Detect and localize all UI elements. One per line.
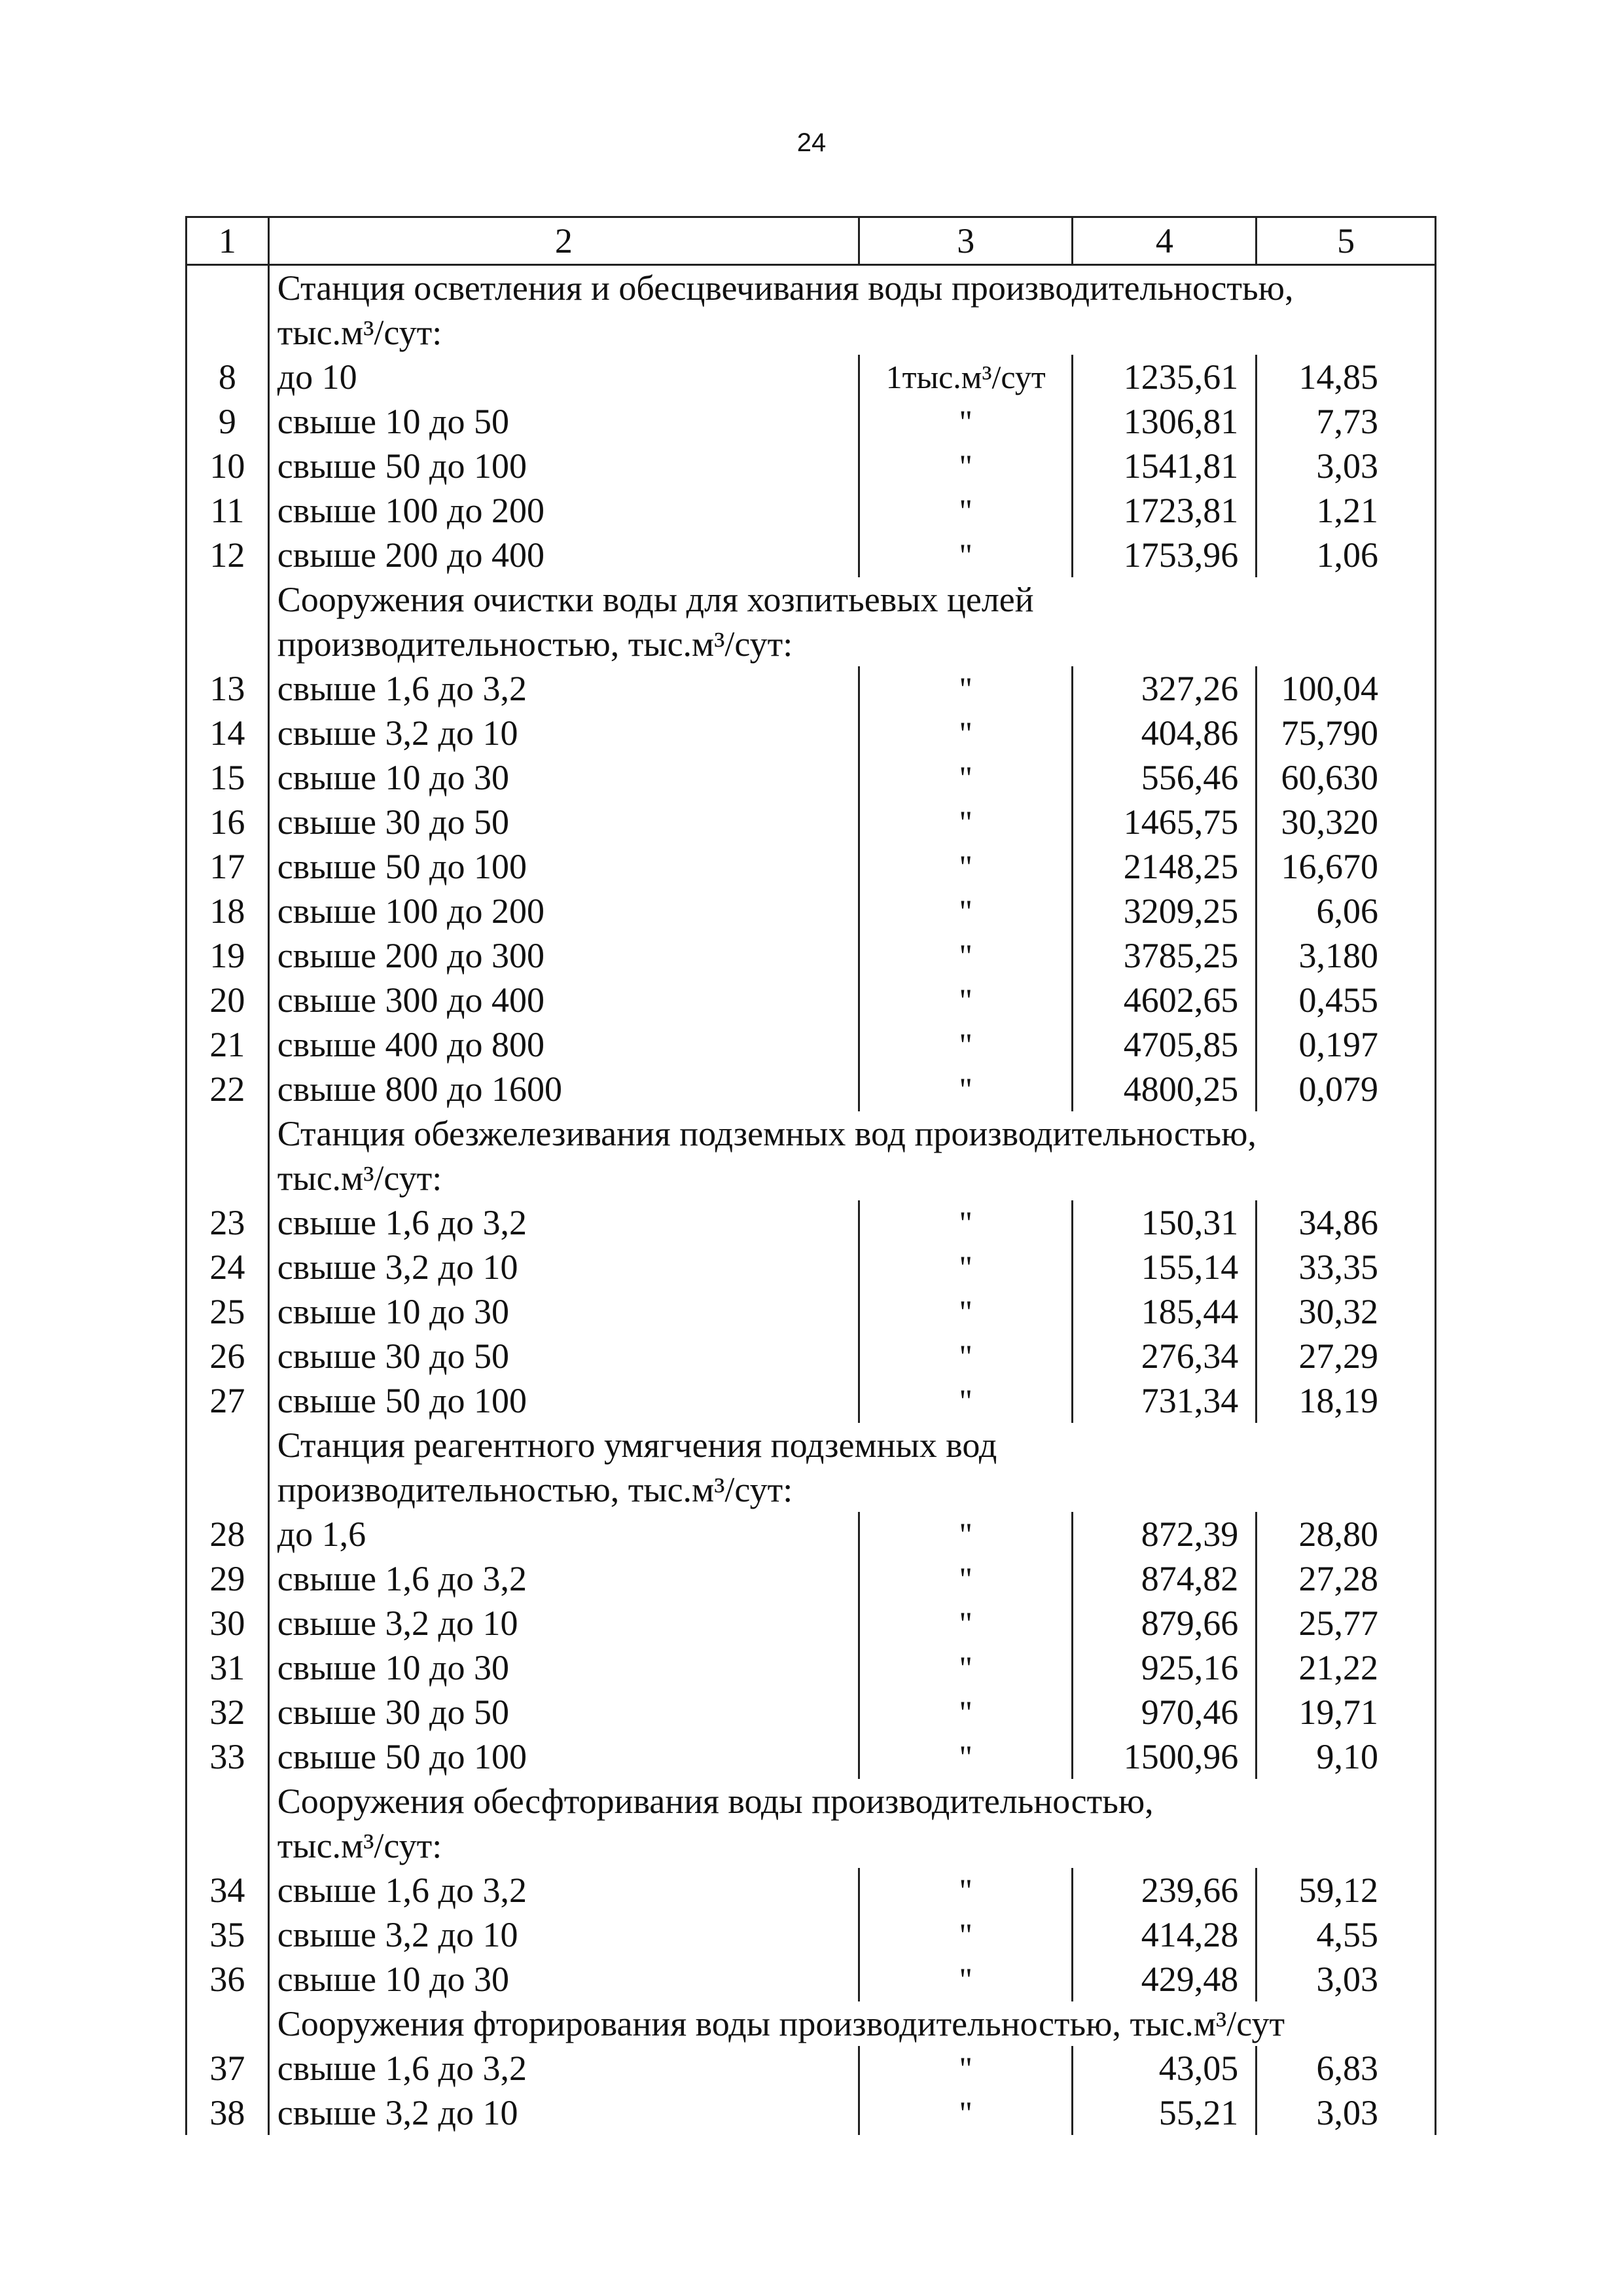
row-value-4: 43,05 xyxy=(1073,2046,1257,2090)
row-number: 19 xyxy=(187,933,269,978)
table-row xyxy=(187,2090,1436,2135)
row-name: свыше 30 до 50 xyxy=(268,1334,859,1378)
row-number: 12 xyxy=(187,533,269,577)
table-row xyxy=(187,1645,1436,1690)
row-unit: " xyxy=(859,533,1072,577)
row-number: 22 xyxy=(187,1067,269,1111)
row-value-5: 9,10 xyxy=(1257,1734,1436,1779)
row-number: 38 xyxy=(187,2090,269,2135)
row-value-4: 404,86 xyxy=(1073,711,1257,755)
row-value-5: 34,86 xyxy=(1257,1200,1436,1245)
row-number: 10 xyxy=(187,444,269,488)
row-number: 32 xyxy=(187,1690,269,1734)
header-col-4: 4 xyxy=(1073,217,1257,265)
row-value-5: 16,670 xyxy=(1257,844,1436,889)
table-row xyxy=(187,1912,1436,1957)
table-row xyxy=(187,1289,1436,1334)
row-value-4: 4602,65 xyxy=(1073,978,1257,1022)
section-empty-cell xyxy=(187,1111,269,1200)
row-value-5: 7,73 xyxy=(1257,399,1436,444)
row-name: свыше 50 до 100 xyxy=(268,1378,859,1423)
row-value-5: 33,35 xyxy=(1257,1245,1436,1289)
rates-table xyxy=(185,216,1436,2135)
row-value-5: 4,55 xyxy=(1257,1912,1436,1957)
row-value-4: 3209,25 xyxy=(1073,889,1257,933)
table-row xyxy=(187,355,1436,399)
row-number: 23 xyxy=(187,1200,269,1245)
row-unit: " xyxy=(859,2046,1072,2090)
row-unit: " xyxy=(859,978,1072,1022)
section-title xyxy=(268,1779,1435,1868)
row-value-4: 1723,81 xyxy=(1073,488,1257,533)
row-number: 27 xyxy=(187,1378,269,1423)
row-name: свыше 3,2 до 10 xyxy=(268,2090,859,2135)
row-name: свыше 50 до 100 xyxy=(268,444,859,488)
row-number: 16 xyxy=(187,800,269,844)
row-name: свыше 30 до 50 xyxy=(268,800,859,844)
row-unit: " xyxy=(859,1556,1072,1601)
row-unit: " xyxy=(859,1334,1072,1378)
row-unit: " xyxy=(859,889,1072,933)
section-title-line: тыс.м³/сут: xyxy=(277,313,442,352)
row-name: до 1,6 xyxy=(268,1512,859,1556)
row-value-5: 3,180 xyxy=(1257,933,1436,978)
header-col-2: 2 xyxy=(268,217,859,265)
table-row xyxy=(187,1378,1436,1423)
row-number: 37 xyxy=(187,2046,269,2090)
header-col-3: 3 xyxy=(859,217,1072,265)
table-row xyxy=(187,1200,1436,1245)
row-unit: " xyxy=(859,488,1072,533)
row-name: свыше 1,6 до 3,2 xyxy=(268,666,859,711)
table-row xyxy=(187,1868,1436,1912)
row-number: 30 xyxy=(187,1601,269,1645)
row-value-5: 27,28 xyxy=(1257,1556,1436,1601)
row-value-4: 1753,96 xyxy=(1073,533,1257,577)
row-number: 8 xyxy=(187,355,269,399)
row-number: 25 xyxy=(187,1289,269,1334)
row-value-5: 14,85 xyxy=(1257,355,1436,399)
row-unit: " xyxy=(859,1690,1072,1734)
row-value-4: 4705,85 xyxy=(1073,1022,1257,1067)
section-header-row xyxy=(187,2001,1436,2046)
section-title xyxy=(268,577,1435,666)
section-title-line: Сооружения очистки воды для хозпитьевых целей xyxy=(277,580,1034,619)
row-value-5: 60,630 xyxy=(1257,755,1436,800)
row-value-4: 925,16 xyxy=(1073,1645,1257,1690)
row-unit: " xyxy=(859,2090,1072,2135)
row-number: 20 xyxy=(187,978,269,1022)
row-number: 29 xyxy=(187,1556,269,1601)
row-value-4: 2148,25 xyxy=(1073,844,1257,889)
row-name: свыше 50 до 100 xyxy=(268,844,859,889)
row-unit: " xyxy=(859,1200,1072,1245)
row-name: свыше 800 до 1600 xyxy=(268,1067,859,1111)
row-unit: " xyxy=(859,444,1072,488)
row-value-5: 6,06 xyxy=(1257,889,1436,933)
section-header-row xyxy=(187,1423,1436,1512)
row-number: 26 xyxy=(187,1334,269,1378)
row-value-5: 6,83 xyxy=(1257,2046,1436,2090)
table-row xyxy=(187,2046,1436,2090)
table-row xyxy=(187,1556,1436,1601)
row-name: свыше 10 до 30 xyxy=(268,1957,859,2001)
row-unit: " xyxy=(859,666,1072,711)
row-value-4: 1306,81 xyxy=(1073,399,1257,444)
row-unit: 1тыс.м³/сут xyxy=(859,355,1072,399)
row-name: свыше 200 до 300 xyxy=(268,933,859,978)
section-empty-cell xyxy=(187,1779,269,1868)
section-title xyxy=(268,1423,1435,1512)
table-row xyxy=(187,444,1436,488)
row-unit: " xyxy=(859,1022,1072,1067)
row-value-4: 276,34 xyxy=(1073,1334,1257,1378)
row-unit: " xyxy=(859,1645,1072,1690)
row-value-4: 327,26 xyxy=(1073,666,1257,711)
row-unit: " xyxy=(859,1868,1072,1912)
section-title xyxy=(268,1111,1435,1200)
row-name: свыше 10 до 50 xyxy=(268,399,859,444)
row-name: до 10 xyxy=(268,355,859,399)
row-value-4: 872,39 xyxy=(1073,1512,1257,1556)
row-value-5: 19,71 xyxy=(1257,1690,1436,1734)
table-row xyxy=(187,978,1436,1022)
row-unit: " xyxy=(859,1912,1072,1957)
row-unit: " xyxy=(859,399,1072,444)
row-name: свыше 10 до 30 xyxy=(268,755,859,800)
row-value-5: 25,77 xyxy=(1257,1601,1436,1645)
table-row xyxy=(187,1067,1436,1111)
row-name: свыше 200 до 400 xyxy=(268,533,859,577)
row-name: свыше 3,2 до 10 xyxy=(268,1601,859,1645)
row-name: свыше 50 до 100 xyxy=(268,1734,859,1779)
row-name: свыше 3,2 до 10 xyxy=(268,1912,859,1957)
row-unit: " xyxy=(859,1957,1072,2001)
section-empty-cell xyxy=(187,577,269,666)
row-value-5: 1,21 xyxy=(1257,488,1436,533)
section-title-line: Станция обезжелезивания подземных вод производительностью, xyxy=(277,1114,1257,1153)
row-value-4: 874,82 xyxy=(1073,1556,1257,1601)
section-title-line: производительностью, тыс.м³/сут: xyxy=(277,1470,793,1509)
row-value-4: 556,46 xyxy=(1073,755,1257,800)
row-unit: " xyxy=(859,755,1072,800)
row-value-4: 150,31 xyxy=(1073,1200,1257,1245)
row-value-5: 0,455 xyxy=(1257,978,1436,1022)
row-number: 18 xyxy=(187,889,269,933)
table-row xyxy=(187,933,1436,978)
section-title-line: Станция осветления и обесцвечивания воды производительностью, xyxy=(277,268,1294,308)
table-row xyxy=(187,399,1436,444)
row-value-4: 879,66 xyxy=(1073,1601,1257,1645)
header-col-5: 5 xyxy=(1257,217,1436,265)
row-name: свыше 3,2 до 10 xyxy=(268,1245,859,1289)
section-title-line: тыс.м³/сут: xyxy=(277,1158,442,1198)
table-row xyxy=(187,844,1436,889)
section-title-line: Станция реагентного умягчения подземных вод xyxy=(277,1426,997,1465)
row-name: свыше 10 до 30 xyxy=(268,1289,859,1334)
row-number: 21 xyxy=(187,1022,269,1067)
section-title xyxy=(268,265,1435,355)
row-value-4: 731,34 xyxy=(1073,1378,1257,1423)
table-row xyxy=(187,1601,1436,1645)
row-value-4: 970,46 xyxy=(1073,1690,1257,1734)
table-row xyxy=(187,533,1436,577)
table-row xyxy=(187,1957,1436,2001)
row-number: 28 xyxy=(187,1512,269,1556)
section-title xyxy=(268,2001,1435,2046)
section-empty-cell xyxy=(187,265,269,355)
table-row xyxy=(187,1734,1436,1779)
row-number: 31 xyxy=(187,1645,269,1690)
page-number: 24 xyxy=(796,128,827,157)
table-row xyxy=(187,1334,1436,1378)
row-value-5: 3,03 xyxy=(1257,1957,1436,2001)
row-value-4: 55,21 xyxy=(1073,2090,1257,2135)
section-header-row xyxy=(187,265,1436,355)
table-row xyxy=(187,711,1436,755)
table-row xyxy=(187,666,1436,711)
section-header-row xyxy=(187,1779,1436,1868)
row-value-5: 27,29 xyxy=(1257,1334,1436,1378)
table-row xyxy=(187,1690,1436,1734)
row-value-4: 3785,25 xyxy=(1073,933,1257,978)
row-unit: " xyxy=(859,1289,1072,1334)
header-col-1: 1 xyxy=(187,217,269,265)
row-value-4: 4800,25 xyxy=(1073,1067,1257,1111)
row-value-5: 75,790 xyxy=(1257,711,1436,755)
row-number: 14 xyxy=(187,711,269,755)
row-value-4: 429,48 xyxy=(1073,1957,1257,2001)
row-number: 9 xyxy=(187,399,269,444)
row-name: свыше 300 до 400 xyxy=(268,978,859,1022)
row-name: свыше 1,6 до 3,2 xyxy=(268,1868,859,1912)
table-row xyxy=(187,488,1436,533)
row-unit: " xyxy=(859,1067,1072,1111)
row-value-5: 59,12 xyxy=(1257,1868,1436,1912)
row-value-5: 3,03 xyxy=(1257,2090,1436,2135)
section-header-row xyxy=(187,577,1436,666)
row-unit: " xyxy=(859,1601,1072,1645)
row-number: 35 xyxy=(187,1912,269,1957)
row-unit: " xyxy=(859,933,1072,978)
row-number: 17 xyxy=(187,844,269,889)
table-row xyxy=(187,889,1436,933)
row-unit: " xyxy=(859,1245,1072,1289)
row-name: свыше 1,6 до 3,2 xyxy=(268,1556,859,1601)
row-name: свыше 1,6 до 3,2 xyxy=(268,1200,859,1245)
row-number: 11 xyxy=(187,488,269,533)
row-value-5: 1,06 xyxy=(1257,533,1436,577)
row-value-5: 30,32 xyxy=(1257,1289,1436,1334)
row-value-4: 155,14 xyxy=(1073,1245,1257,1289)
row-value-4: 1500,96 xyxy=(1073,1734,1257,1779)
row-value-5: 21,22 xyxy=(1257,1645,1436,1690)
row-unit: " xyxy=(859,1378,1072,1423)
section-title-line: тыс.м³/сут: xyxy=(277,1826,442,1865)
row-value-5: 18,19 xyxy=(1257,1378,1436,1423)
row-number: 34 xyxy=(187,1868,269,1912)
section-title-line: Сооружения фторирования воды производительностью, тыс.м³/сут xyxy=(277,2004,1285,2043)
row-name: свыше 1,6 до 3,2 xyxy=(268,2046,859,2090)
row-unit: " xyxy=(859,844,1072,889)
row-name: свыше 10 до 30 xyxy=(268,1645,859,1690)
row-value-5: 0,197 xyxy=(1257,1022,1436,1067)
row-number: 36 xyxy=(187,1957,269,2001)
section-title-line: Сооружения обесфторивания воды производительностью, xyxy=(277,1782,1154,1821)
row-number: 33 xyxy=(187,1734,269,1779)
table-body xyxy=(187,217,1436,2136)
section-header-row xyxy=(187,1111,1436,1200)
row-value-4: 1465,75 xyxy=(1073,800,1257,844)
table-header-row xyxy=(187,217,1436,265)
row-name: свыше 30 до 50 xyxy=(268,1690,859,1734)
row-unit: " xyxy=(859,800,1072,844)
row-number: 13 xyxy=(187,666,269,711)
table-row xyxy=(187,1245,1436,1289)
row-value-4: 239,66 xyxy=(1073,1868,1257,1912)
row-name: свыше 100 до 200 xyxy=(268,889,859,933)
row-name: свыше 400 до 800 xyxy=(268,1022,859,1067)
row-unit: " xyxy=(859,1512,1072,1556)
row-value-4: 185,44 xyxy=(1073,1289,1257,1334)
section-title-line: производительностью, тыс.м³/сут: xyxy=(277,624,793,664)
table-row xyxy=(187,755,1436,800)
table-row xyxy=(187,1512,1436,1556)
row-value-5: 0,079 xyxy=(1257,1067,1436,1111)
table-row xyxy=(187,1022,1436,1067)
row-unit: " xyxy=(859,1734,1072,1779)
row-value-5: 28,80 xyxy=(1257,1512,1436,1556)
section-empty-cell xyxy=(187,1423,269,1512)
row-value-4: 1235,61 xyxy=(1073,355,1257,399)
row-name: свыше 100 до 200 xyxy=(268,488,859,533)
row-name: свыше 3,2 до 10 xyxy=(268,711,859,755)
row-value-5: 100,04 xyxy=(1257,666,1436,711)
section-empty-cell xyxy=(187,2001,269,2046)
row-number: 24 xyxy=(187,1245,269,1289)
row-unit: " xyxy=(859,711,1072,755)
row-value-5: 30,320 xyxy=(1257,800,1436,844)
row-number: 15 xyxy=(187,755,269,800)
table-row xyxy=(187,800,1436,844)
row-value-4: 1541,81 xyxy=(1073,444,1257,488)
row-value-4: 414,28 xyxy=(1073,1912,1257,1957)
row-value-5: 3,03 xyxy=(1257,444,1436,488)
